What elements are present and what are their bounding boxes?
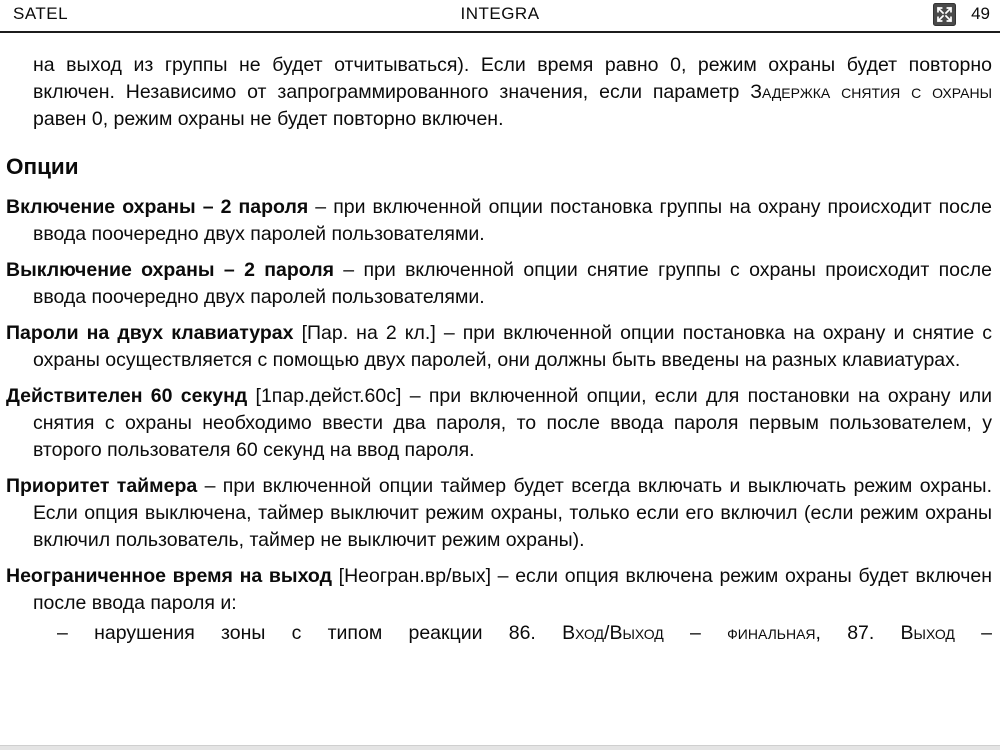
intro-text-after: равен 0, режим охраны не будет повторно включен. <box>33 108 504 130</box>
zone-type-exit: Выход <box>900 622 955 644</box>
option-term: Включение охраны – 2 пароля <box>6 196 309 218</box>
zone-type-final: финальная <box>727 622 816 644</box>
option-bracket-name: [Неогран.вр/вых] <box>331 565 491 587</box>
list-item-dash: – <box>663 622 728 644</box>
option-bracket-name: [Пар. на 2 кл.] <box>293 322 436 344</box>
zone-type-entry-exit: Вход/Выход <box>562 622 664 644</box>
option-term: Неограниченное время на выход <box>6 565 332 587</box>
option-description: – если опция включена режим охраны будет включен после ввода пароля и: <box>33 565 992 614</box>
option-def-arm-2-codes <box>6 194 992 248</box>
option-term: Действителен 60 секунд <box>6 385 248 407</box>
option-def-timer-priority <box>6 473 992 554</box>
page-header <box>0 0 1000 33</box>
intro-text-before: на выход из группы не будет отчитываться). Если время равно 0, режим охраны будет повторно включен. Независимо от запрограммированного значения, если параметр <box>33 54 992 103</box>
option-def-disarm-2-codes <box>6 257 992 311</box>
param-name-smallcaps: Задержка снятия с охраны <box>750 81 992 103</box>
list-item-text: – нарушения зоны с типом реакции 86. <box>57 622 563 644</box>
intro-paragraph <box>33 52 992 133</box>
page-number: 49 <box>971 4 990 23</box>
list-item-text: – <box>954 622 992 644</box>
option-description: – при включенной опции таймер будет всегда включать и выключать режим охраны. Если опция выключена, таймер выключит режим охраны, только если его включил (если режим охраны включил пользователь, таймер не выключит режим охраны). <box>33 475 992 551</box>
brand-name: SATEL <box>13 4 69 23</box>
page-bottom-edge <box>0 745 1000 750</box>
option-bracket-name: [1пар.дейст.60с] <box>247 385 402 407</box>
fullscreen-expand-button[interactable] <box>933 3 956 26</box>
option-def-codes-on-2-keypads <box>6 320 992 374</box>
fullscreen-expand-icon <box>933 14 956 29</box>
option-def-valid-60-seconds <box>6 383 992 464</box>
option-description: – при включенной опции снятие группы с охраны происходит после ввода поочередно двух паролей пользователями. <box>33 259 993 308</box>
option-description: – при включенной опции, если для постановки на охрану или снятия с охраны необходимо ввести два пароля, то после ввода пароля первым пользователем, у второго пользователя 60 секунд на ввод пароля. <box>33 385 992 461</box>
document-title: INTEGRA <box>460 4 540 23</box>
page-content <box>0 33 1000 647</box>
option-description: – при включенной опции постановка на охрану и снятие с охраны осуществляется с помощью двух паролей, они должны быть введены на разных клавиатурах. <box>33 322 992 371</box>
option-description: – при включенной опции постановка группы на охрану происходит после ввода поочередно двух паролей пользователями. <box>33 196 992 245</box>
section-heading-options: Опции <box>6 154 79 179</box>
zone-reaction-list-item <box>57 620 992 647</box>
option-term: Пароли на двух клавиатурах <box>6 322 294 344</box>
option-def-infinite-exit-time <box>6 563 992 617</box>
list-item-text: , 87. <box>815 622 901 644</box>
option-term: Приоритет таймера <box>6 475 198 497</box>
option-term: Выключение охраны – 2 пароля <box>6 259 334 281</box>
